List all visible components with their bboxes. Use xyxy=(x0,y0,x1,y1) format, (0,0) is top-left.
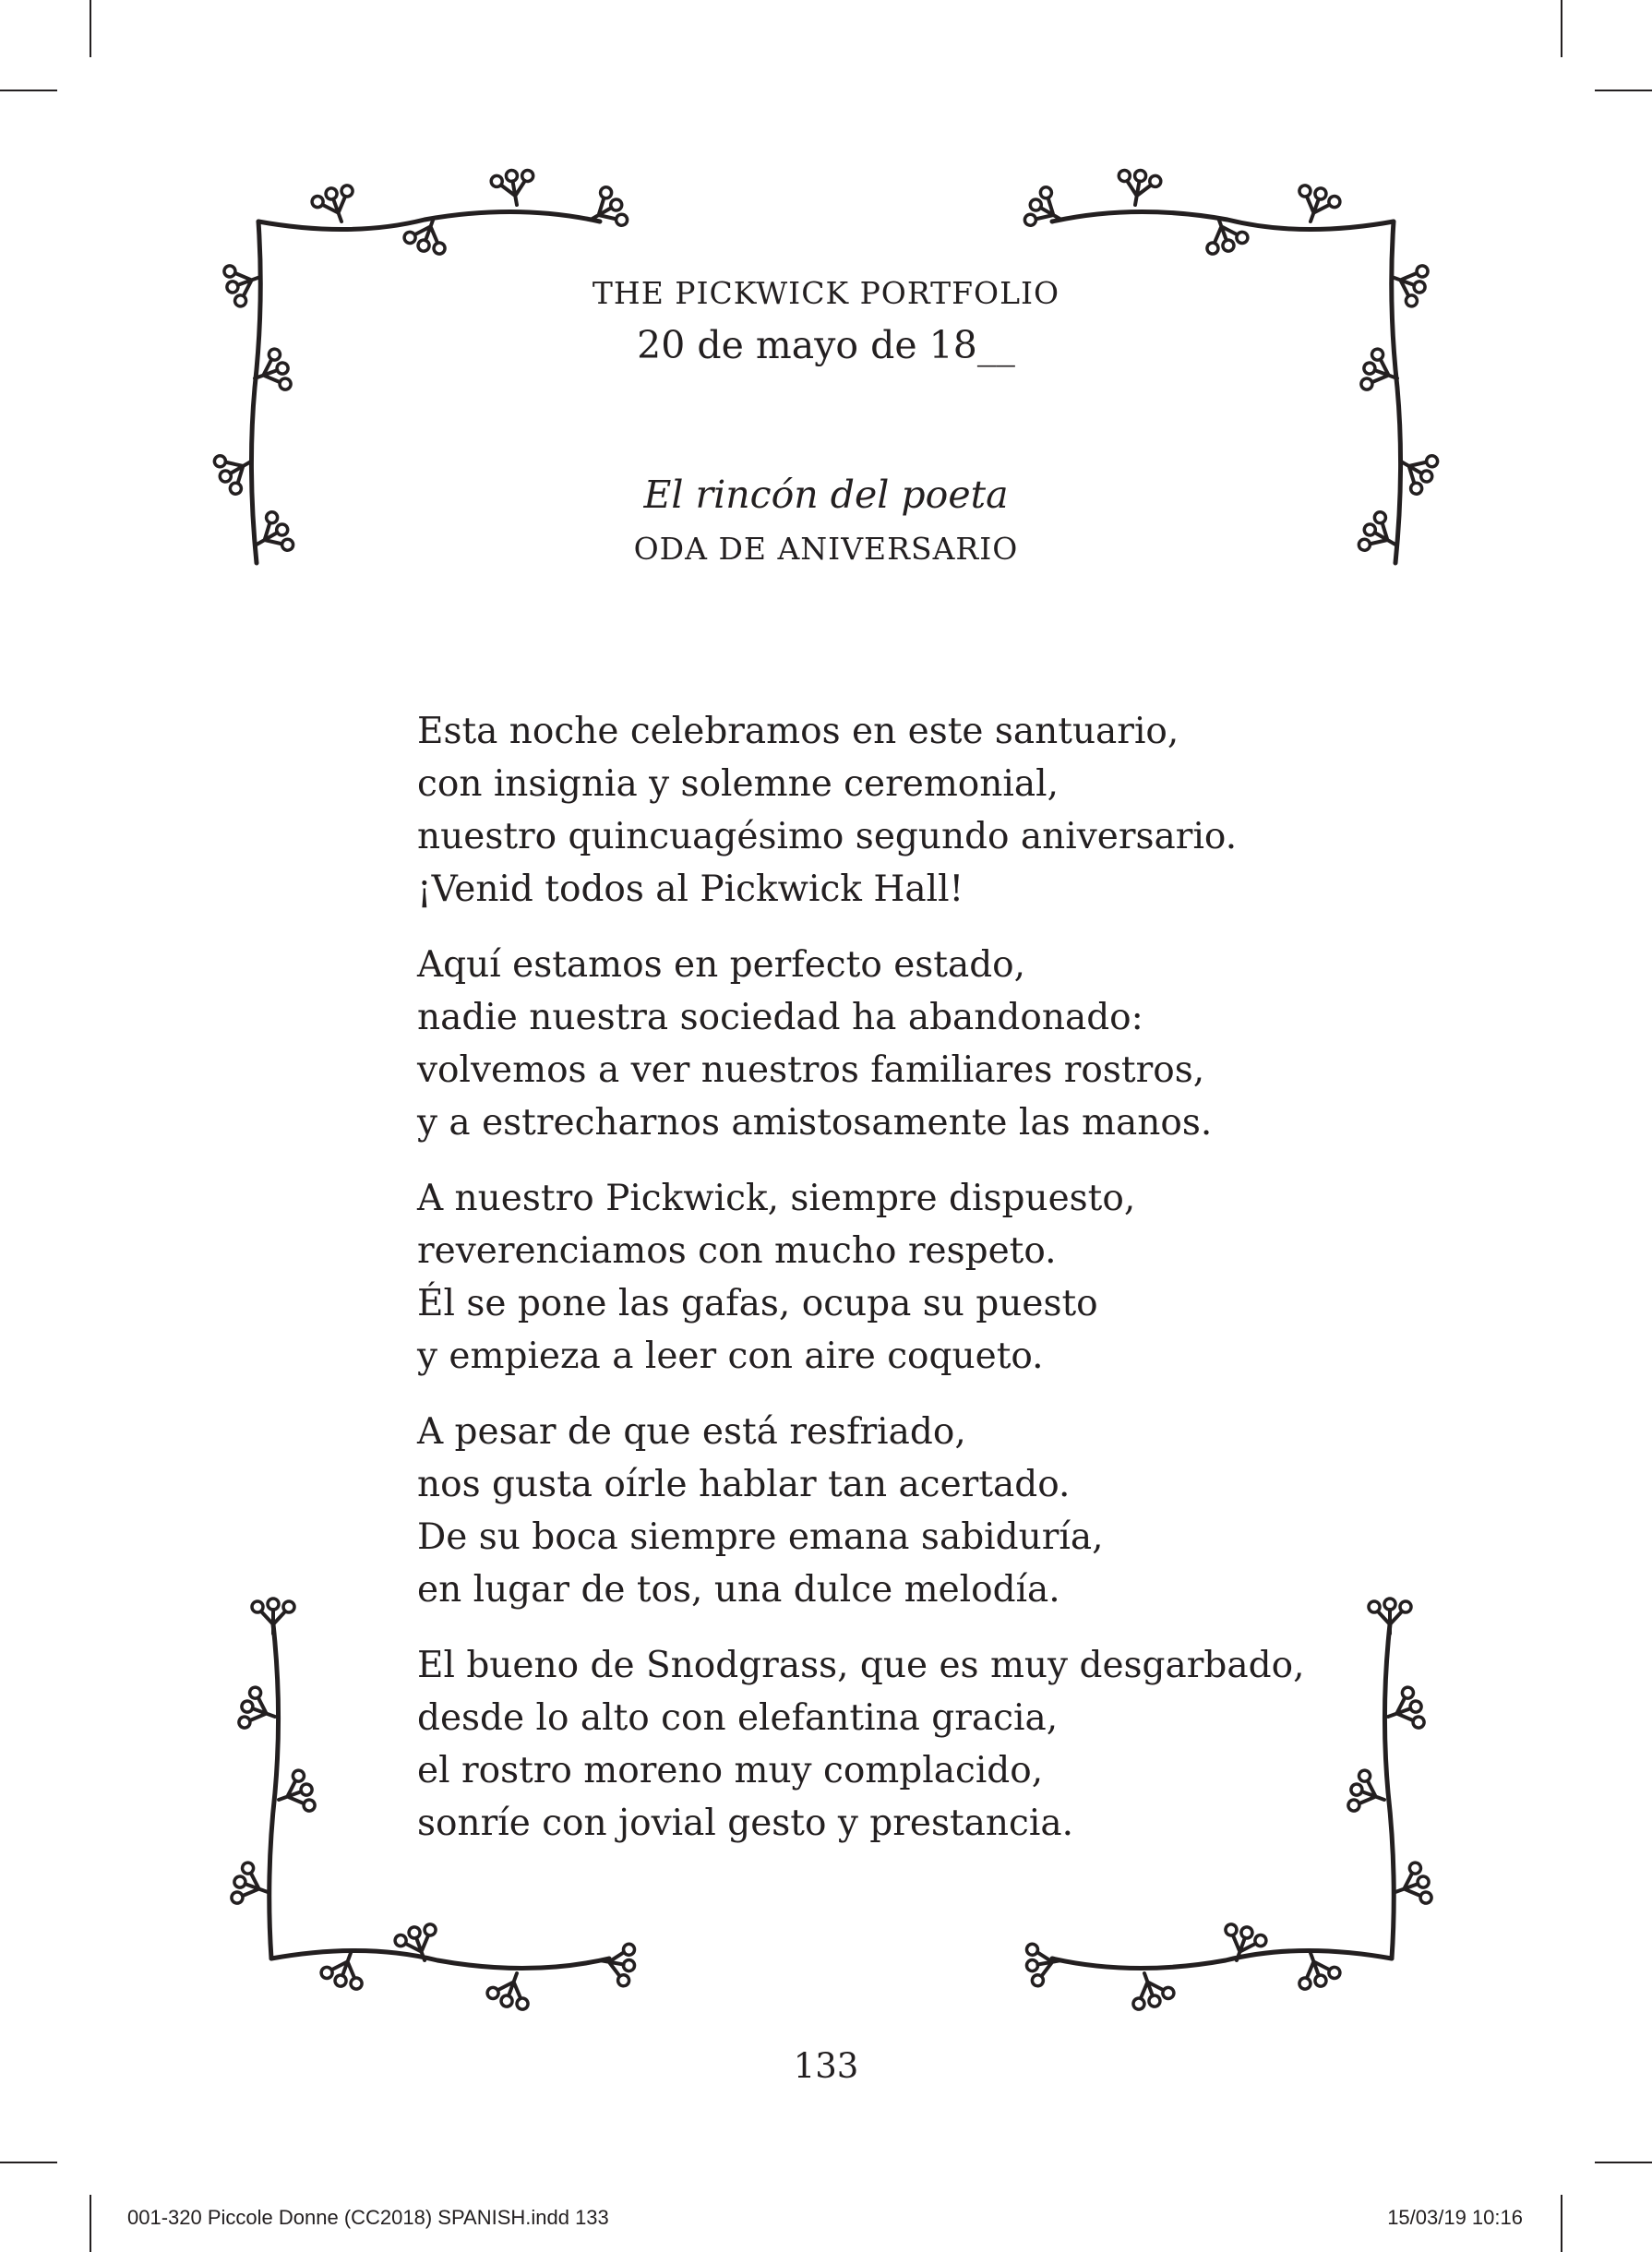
poem-line: Él se pone las gafas, ocupa su puesto xyxy=(417,1283,1098,1324)
poem-line: el rostro moreno muy complacido, xyxy=(417,1750,1044,1791)
page-number: 133 xyxy=(793,2046,859,2086)
poem-line: reverenciamos con mucho respeto. xyxy=(417,1230,1057,1272)
poem-line: en lugar de tos, una dulce melodía. xyxy=(417,1569,1060,1611)
publication-title: THE PICKWICK PORTFOLIO xyxy=(592,275,1060,311)
ode-title: ODA DE ANIVERSARIO xyxy=(633,531,1019,567)
vine-bottom-left-horizontal xyxy=(271,1950,609,1968)
poem-line: desde lo alto con elefantina gracia, xyxy=(417,1697,1059,1739)
section-title: El rincón del poeta xyxy=(643,473,1009,517)
poem xyxy=(417,705,1303,1873)
poem-line: El bueno de Snodgrass, que es muy desgarbado, xyxy=(417,1645,1305,1686)
stanza xyxy=(417,1639,1303,1850)
stanza xyxy=(417,705,1303,916)
stanza xyxy=(417,1406,1303,1616)
slug-filename: 001-320 Piccole Donne (CC2018) SPANISH.indd 133 xyxy=(127,2206,609,2229)
poem-line: ¡Venid todos al Pickwick Hall! xyxy=(417,868,964,910)
poem-line: y empieza a leer con aire coqueto. xyxy=(417,1336,1044,1377)
poem-line: nadie nuestra sociedad ha abandonado: xyxy=(417,997,1143,1038)
poem-line: sonríe con jovial gesto y prestancia. xyxy=(417,1803,1073,1844)
slug-timestamp: 15/03/19 10:16 xyxy=(1387,2206,1523,2229)
poem-line: Esta noche celebramos en este santuario, xyxy=(417,711,1179,752)
stanza xyxy=(417,939,1303,1149)
vine-bottom-right-horizontal xyxy=(1052,1950,1392,1968)
poem-line: De su boca siempre emana sabiduría, xyxy=(417,1516,1104,1558)
poem-line: A pesar de que está resfriado, xyxy=(417,1411,966,1453)
poem-line: con insignia y solemne ceremonial, xyxy=(417,763,1059,805)
stanza xyxy=(417,1172,1303,1383)
poem-line: y a estrecharnos amistosamente las manos. xyxy=(417,1102,1213,1144)
poem-line: nos gusta oírle hablar tan acertado. xyxy=(417,1464,1071,1505)
poem-line: Aquí estamos en perfecto estado, xyxy=(417,944,1026,986)
poem-line: A nuestro Pickwick, siempre dispuesto, xyxy=(417,1178,1136,1219)
vine-bottom-left-vertical xyxy=(269,1624,279,1959)
vine-bottom-right-vertical xyxy=(1384,1624,1394,1959)
issue-date: 20 de mayo de 18__ xyxy=(637,323,1015,367)
poem-line: volvemos a ver nuestros familiares rostros, xyxy=(417,1049,1205,1091)
poem-line: nuestro quincuagésimo segundo aniversario. xyxy=(417,816,1238,857)
